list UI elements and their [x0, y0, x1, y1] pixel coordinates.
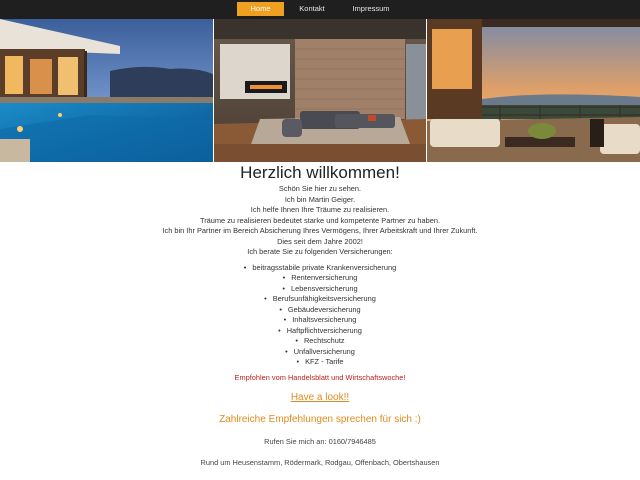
nav-impressum-link[interactable]: Impressum — [352, 4, 390, 13]
insurance-list — [0, 263, 640, 368]
loft-living-room-photo — [214, 19, 426, 162]
list-item: • Lebensversicherung — [0, 284, 640, 295]
list-item: • Haftpflichtversicherung — [0, 326, 640, 337]
list-item: • Gebäudeversicherung — [0, 305, 640, 316]
pool-villa-dusk-photo — [0, 19, 213, 162]
header-banner — [0, 19, 640, 162]
list-item: • Inhaltsversicherung — [0, 315, 640, 326]
sunset-terrace-photo — [427, 19, 640, 162]
service-region: Rund um Heusenstamm, Rödermark, Rodgau, Offenbach, Obertshausen — [200, 457, 440, 467]
list-item: • KFZ - Tarife — [0, 357, 640, 368]
nav-home-link[interactable]: Home — [237, 2, 284, 16]
list-item: • Rechtschutz — [0, 336, 640, 347]
intro-text — [0, 184, 640, 258]
intro-line: Träume zu realisieren bedeutet starke und kompetente Partner zu haben. — [199, 215, 441, 225]
nav-kontakt-link[interactable]: Kontakt — [299, 4, 325, 13]
list-item: • beitragsstabile private Krankenversicherung — [0, 263, 640, 274]
list-item: • Unfallversicherung — [0, 347, 640, 358]
intro-line: Schön Sie hier zu sehen. — [278, 184, 362, 193]
phone-contact: Rufen Sie mich an: 0160/7946485 — [264, 436, 376, 446]
intro-line: Ich bin Martin Geiger. — [284, 194, 356, 204]
page-title: Herzlich willkommen! — [240, 163, 400, 182]
top-navbar — [0, 0, 640, 19]
have-a-look-link[interactable]: Have a look!! — [290, 391, 350, 403]
main-content — [0, 162, 640, 468]
list-item: • Rentenversicherung — [0, 273, 640, 284]
intro-line: Ich bin Ihr Partner im Bereich Absicherung Ihres Vermögens, Ihrer Arbeitskraft und Ihrer Zukunft. — [162, 226, 478, 235]
recommendation-note: Empfohlen vom Handelsblatt und Wirtschaftswoche! — [234, 372, 406, 382]
list-item: • Berufsunfähigkeitsversicherung — [0, 294, 640, 305]
referrals-text: Zahlreiche Empfehlungen sprechen für sich :) — [219, 413, 421, 425]
intro-line: Ich berate Sie zu folgenden Versicherungen: — [247, 247, 393, 256]
intro-line: Ich helfe Ihnen Ihre Träume zu realisieren. — [250, 205, 390, 214]
intro-line: Dies seit dem Jahre 2002! — [277, 236, 363, 246]
